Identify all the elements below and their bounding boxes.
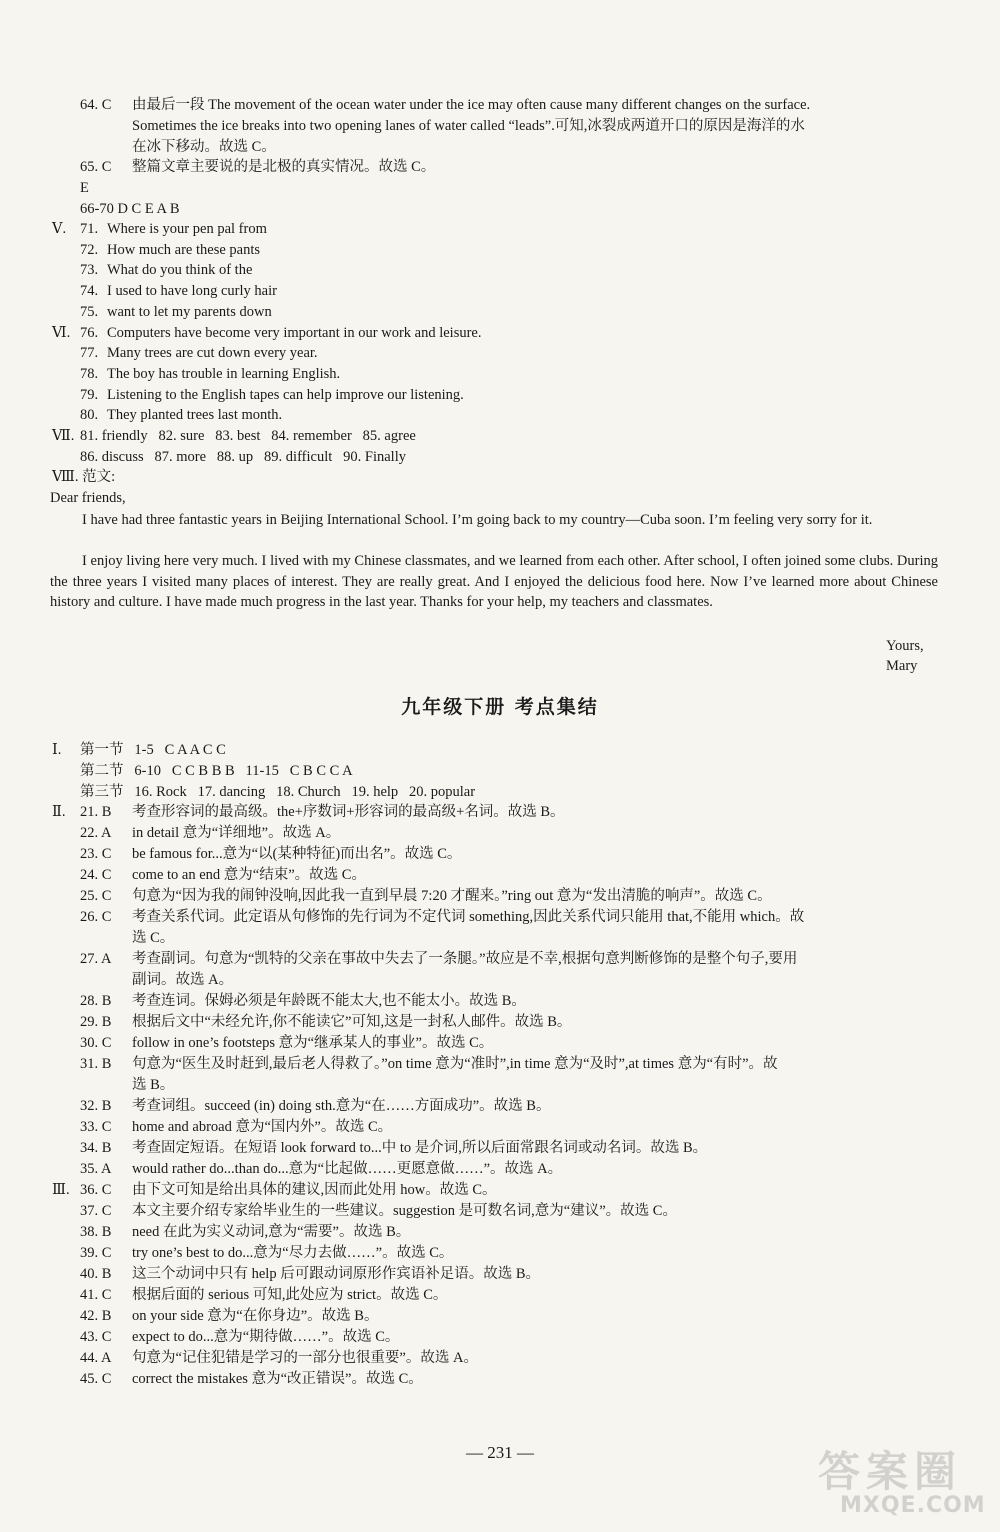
answer-line: 65. C 整篇文章主要说的是北极的真实情况。故选 C。 — [80, 159, 436, 175]
answer-line: 22. A in detail 意为“详细地”。故选 A。 — [80, 825, 341, 841]
answer-line: 23. C be famous for...意为“以(某种特征)而出名”。故选 C。 — [80, 846, 462, 862]
answer-line: 28. B 考查连词。保姆必须是年龄既不能太大,也不能太小。故选 B。 — [80, 993, 526, 1009]
answer-line: 29. B 根据后文中“未经允许,你不能读它”可知,这是一封私人邮件。故选 B。 — [80, 1014, 572, 1030]
answer-line: 31. B 句意为“医生及时赶到,最后老人得救了。”on time 意为“准时”,in time 意为“及时”,at times 意为“有时”。故 — [80, 1056, 778, 1072]
section-label-e: E — [80, 180, 89, 196]
answer-line: 40. B 这三个动词中只有 help 后可跟动词原形作宾语补足语。故选 B。 — [80, 1266, 541, 1282]
answer-line: 第三节 16. Rock 17. dancing 18. Church 19. help 20. popular — [80, 784, 476, 800]
answer-line: 66-70 D C E A B — [80, 201, 180, 217]
answer-line: 41. C 根据后面的 serious 可知,此处应为 strict。故选 C。 — [80, 1287, 448, 1303]
answer-line: 33. C home and abroad 意为“国内外”。故选 C。 — [80, 1119, 393, 1135]
page-number: — 231 — — [466, 1443, 534, 1462]
watermark-logo — [818, 1439, 988, 1524]
answer-line: 75. want to let my parents down — [80, 304, 272, 320]
answer-line: Ⅵ. 76. Computers have become very important in our work and leisure. — [52, 325, 482, 341]
watermark-site: MXQE.COM — [840, 1493, 986, 1518]
answer-line: Ⅰ. 第一节 1-5 C A A C C — [52, 742, 226, 758]
answer-line: 45. C correct the mistakes 意为“改正错误”。故选 C。 — [80, 1371, 423, 1387]
answer-line: 选 C。 — [132, 930, 175, 946]
answer-line: Ⅶ. 81. friendly 82. sure 83. best 84. remember 85. agree — [52, 428, 416, 444]
answer-line: 副词。故选 A。 — [132, 972, 234, 988]
answer-line: 64. C 由最后一段 The movement of the ocean water under the ice may often cause many different changes on the surface. — [80, 97, 811, 113]
answer-line: 77. Many trees are cut down every year. — [80, 345, 318, 361]
answer-line: 42. B on your side 意为“在你身边”。故选 B。 — [80, 1308, 379, 1324]
section-viii-label: Ⅷ. 范文: — [52, 469, 116, 485]
answer-line: 80. They planted trees last month. — [80, 407, 283, 423]
answer-line: 35. A would rather do...than do...意为“比起做……更愿意做……”。故选 A。 — [80, 1161, 563, 1177]
answer-line: Ⅱ. 21. B 考查形容词的最高级。the+序数词+形容词的最高级+名词。故选 B。 — [52, 804, 565, 820]
answer-line: 第二节 6-10 C C B B B 11-15 C B C C A — [80, 763, 353, 779]
answer-line: 32. B 考查词组。succeed (in) doing sth.意为“在……方面成功”。故选 B。 — [80, 1098, 551, 1114]
letter-paragraph-2: I enjoy living here very much. I lived with my Chinese classmates, and we learned from each other. After school, I often joined some clubs. During the three years I visited many places of interest. They are really great. And I enjoyed the delicious food here. Now I’ve learned more about Chinese history and culture. I have made much progress in the last year. Thanks for your help, my teachers and classmates. — [50, 553, 938, 610]
section-title: 九年级下册 考点集结 — [401, 696, 599, 718]
answer-line: 78. The boy has trouble in learning English. — [80, 366, 341, 382]
answer-line: 38. B need 在此为实义动词,意为“需要”。故选 B。 — [80, 1224, 411, 1240]
answer-line: 25. C 句意为“因为我的闹钟没响,因此我一直到早晨 7:20 才醒来。”ring out 意为“发出清脆的响声”。故选 C。 — [80, 888, 772, 904]
answer-line: 30. C follow in one’s footsteps 意为“继承某人的事业”。故选 C。 — [80, 1035, 494, 1051]
answer-line: 39. C try one’s best to do...意为“尽力去做……”。故选 C。 — [80, 1245, 454, 1261]
answer-line: 79. Listening to the English tapes can help improve our listening. — [80, 387, 464, 403]
answer-line: Ⅲ. 36. C 由下文可知是给出具体的建议,因而此处用 how。故选 C。 — [52, 1182, 497, 1198]
answer-line: 43. C expect to do...意为“期待做……”。故选 C。 — [80, 1329, 400, 1345]
answer-line: 37. C 本文主要介绍专家给毕业生的一些建议。suggestion 是可数名词,意为“建议”。故选 C。 — [80, 1203, 677, 1219]
answer-line: 73. What do you think of the — [80, 262, 253, 278]
answer-line: 27. A 考查副词。句意为“凯特的父亲在事故中失去了一条腿。”故应是不幸,根据句意判断修饰的是整个句子,要用 — [80, 951, 798, 967]
answer-line: 44. A 句意为“记住犯错是学习的一部分也很重要”。故选 A。 — [80, 1350, 478, 1366]
answer-line: Sometimes the ice breaks into two opening lanes of water called “leads”.可知,冰裂成两道开口的原因是海洋的水 — [132, 118, 805, 134]
answer-line: 选 B。 — [132, 1077, 175, 1093]
letter-paragraph-1: I have had three fantastic years in Beijing International School. I’m going back to my country—Cuba soon. I’m feeling very sorry for it. — [82, 512, 873, 528]
answer-line: 24. C come to an end 意为“结束”。故选 C。 — [80, 867, 366, 883]
answer-line: 86. discuss 87. more 88. up 89. difficult 90. Finally — [80, 449, 406, 465]
letter-signature: Mary — [886, 658, 918, 674]
letter-closing: Yours, — [886, 638, 924, 654]
answer-line: 72. How much are these pants — [80, 242, 261, 258]
watermark-text: 答案圈 — [818, 1447, 963, 1496]
answer-line: 在冰下移动。故选 C。 — [132, 139, 276, 155]
answer-line: Ⅴ. 71. Where is your pen pal from — [52, 221, 267, 237]
answer-line: 74. I used to have long curly hair — [80, 283, 277, 299]
letter-greeting: Dear friends, — [50, 490, 126, 506]
answer-line: 26. C 考查关系代词。此定语从句修饰的先行词为不定代词 something,因此关系代词只能用 that,不能用 which。故 — [80, 909, 805, 925]
answer-line: 34. B 考查固定短语。在短语 look forward to...中 to 是介词,所以后面常跟名词或动名词。故选 B。 — [80, 1140, 708, 1156]
